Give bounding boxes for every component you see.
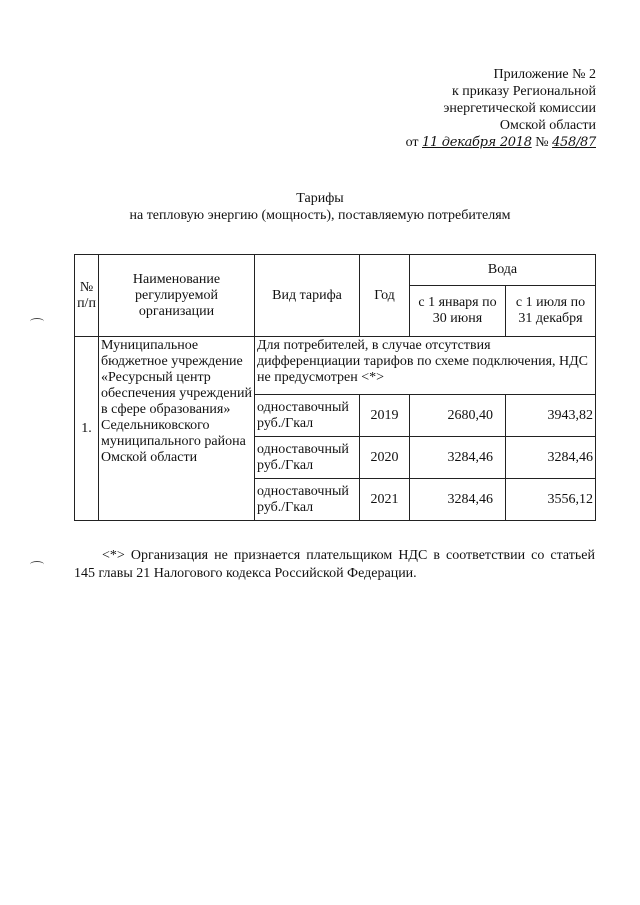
title-line: на тепловую энергию (мощность), поставляемую потребителям [129,208,511,223]
col-header-period1: с 1 января по 30 июня [410,286,506,337]
margin-mark [30,318,44,325]
col-header-period2: с 1 июля по 31 декабря [506,286,596,337]
appendix-line: энергетической комиссии [443,101,596,116]
tariff-value-h1: 3284,46 [410,479,506,521]
title-line: Тарифы [296,191,344,206]
col-header-num: № п/п [75,255,99,337]
appendix-header [336,66,596,151]
appendix-line: Омской области [499,118,596,133]
tariff-value-h1: 2680,40 [410,395,506,437]
col-header-water: Вода [410,255,596,286]
col-header-year: Год [360,255,410,337]
vat-footnote: <*> Организация не признается плательщиком НДС в соответствии со статьей 145 главы 21 Налогового кодекса Российской Федерации. [74,548,595,581]
tariff-year: 2020 [360,437,410,479]
from-prefix: от [405,135,419,150]
margin-mark [30,561,44,568]
tariff-value-h2: 3556,12 [506,479,596,521]
tariff-kind: одноставочный руб./Гкал [255,437,360,479]
handwritten-date: 11 декабря 2018 [422,135,532,150]
col-header-kind: Вид тарифа [255,255,360,337]
number-sign: № [535,135,549,150]
tariff-year: 2021 [360,479,410,521]
tariff-year: 2019 [360,395,410,437]
org-name: Муниципальное бюджетное учреждение «Ресурсный центр обеспечения учреждений в сфере образования» Седельниковского муниципального района Омской области [99,337,255,521]
tariff-table [74,254,596,521]
col-header-org: Наименование регулируемой организации [99,255,255,337]
document-title [0,190,640,224]
tariff-kind: одноставочный руб./Гкал [255,479,360,521]
tariff-kind: одноставочный руб./Гкал [255,395,360,437]
tariff-value-h2: 3943,82 [506,395,596,437]
appendix-line: Приложение № 2 [493,67,596,82]
row-number: 1. [75,337,99,521]
consumer-group-label: Для потребителей, в случае отсутствия дифференциации тарифов по схеме подключения, НДС не предусмотрен <*> [255,337,596,395]
handwritten-number: 458/87 [552,135,596,150]
tariff-value-h2: 3284,46 [506,437,596,479]
tariff-value-h1: 3284,46 [410,437,506,479]
order-date-number [336,134,596,151]
appendix-line: к приказу Региональной [451,84,596,99]
